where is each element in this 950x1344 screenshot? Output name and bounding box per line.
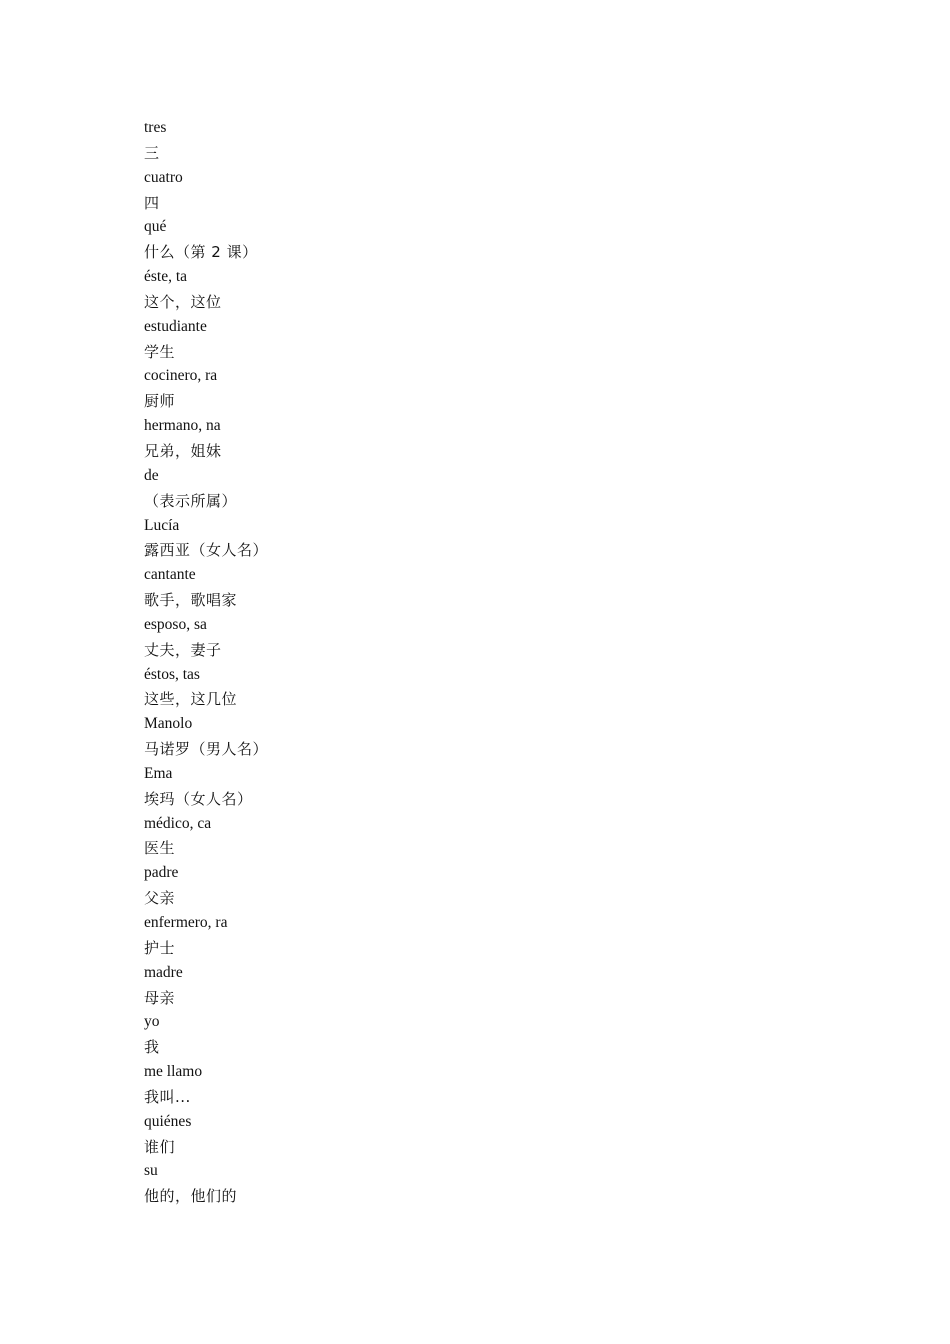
spanish-word: tres bbox=[144, 119, 167, 136]
chinese-meaning: 什么（第 2 课） bbox=[144, 243, 258, 262]
vocab-entry bbox=[144, 364, 268, 414]
spanish-word: esposo, sa bbox=[144, 615, 207, 633]
vocab-entry bbox=[144, 1010, 268, 1060]
vocab-entry bbox=[144, 911, 268, 961]
spanish-word: cuatro bbox=[144, 168, 183, 186]
vocab-entry bbox=[144, 712, 268, 762]
chinese-meaning: 马诺罗（男人名） bbox=[144, 740, 269, 759]
chinese-meaning: 这些，这几位 bbox=[144, 690, 238, 709]
vocab-entry bbox=[144, 762, 268, 812]
chinese-meaning: 谁们 bbox=[144, 1137, 176, 1156]
spanish-word: yo bbox=[144, 1013, 160, 1031]
spanish-word: su bbox=[144, 1162, 158, 1180]
chinese-meaning: 露西亚（女人名） bbox=[144, 541, 269, 560]
spanish-word: qué bbox=[144, 218, 167, 236]
chinese-meaning: 学生 bbox=[144, 342, 176, 361]
spanish-word: Ema bbox=[144, 764, 173, 782]
chinese-meaning: 母亲 bbox=[144, 988, 176, 1007]
chinese-meaning: 护士 bbox=[144, 938, 176, 957]
spanish-word: me llamo bbox=[144, 1063, 203, 1081]
vocab-entry bbox=[144, 414, 268, 464]
spanish-word: hermano, na bbox=[144, 417, 221, 435]
chinese-meaning: 这个，这位 bbox=[144, 292, 222, 311]
spanish-word: enfermero, ra bbox=[144, 914, 228, 931]
spanish-word: madre bbox=[144, 963, 183, 981]
vocab-entry bbox=[144, 663, 268, 713]
vocab-entry bbox=[144, 861, 268, 911]
chinese-meaning: 歌手，歌唱家 bbox=[144, 591, 238, 610]
vocab-entry bbox=[144, 613, 268, 663]
spanish-word: estudiante bbox=[144, 317, 207, 335]
vocab-entry bbox=[144, 215, 268, 265]
spanish-word: Manolo bbox=[144, 715, 193, 733]
vocab-entry bbox=[144, 812, 268, 862]
spanish-word: Lucía bbox=[144, 516, 180, 534]
vocab-entry bbox=[144, 116, 268, 166]
vocab-entry bbox=[144, 514, 268, 564]
vocab-entry bbox=[144, 464, 268, 514]
spanish-word: padre bbox=[144, 864, 179, 882]
spanish-word: cocinero, ra bbox=[144, 367, 218, 385]
vocab-entry bbox=[144, 563, 268, 613]
vocab-entry bbox=[144, 1159, 268, 1209]
spanish-word: quiénes bbox=[144, 1112, 192, 1130]
chinese-meaning: 丈夫，妻子 bbox=[144, 640, 222, 659]
chinese-meaning: 三 bbox=[144, 143, 160, 162]
chinese-meaning: （表示所属） bbox=[144, 491, 238, 510]
chinese-meaning: 兄弟，姐妹 bbox=[144, 441, 222, 460]
spanish-word: éstos, tas bbox=[144, 665, 200, 683]
chinese-meaning: 医生 bbox=[144, 839, 176, 858]
vocab-entry bbox=[144, 315, 268, 365]
vocab-entry bbox=[144, 265, 268, 315]
chinese-meaning: 厨师 bbox=[144, 392, 176, 411]
vocab-entry bbox=[144, 961, 268, 1011]
vocab-entry bbox=[144, 166, 268, 216]
chinese-meaning: 我 bbox=[144, 1038, 160, 1057]
spanish-word: médico, ca bbox=[144, 814, 212, 832]
vocab-entry bbox=[144, 1110, 268, 1160]
chinese-meaning: 四 bbox=[144, 193, 160, 212]
vocabulary-list bbox=[144, 116, 268, 1209]
chinese-meaning: 他的，他们的 bbox=[144, 1187, 238, 1206]
chinese-meaning: 我叫... bbox=[144, 1087, 191, 1106]
chinese-meaning: 父亲 bbox=[144, 889, 176, 908]
chinese-meaning: 埃玛（女人名） bbox=[144, 789, 253, 808]
spanish-word: de bbox=[144, 466, 159, 484]
spanish-word: éste, ta bbox=[144, 268, 188, 286]
spanish-word: cantante bbox=[144, 566, 196, 584]
vocab-entry bbox=[144, 1060, 268, 1110]
